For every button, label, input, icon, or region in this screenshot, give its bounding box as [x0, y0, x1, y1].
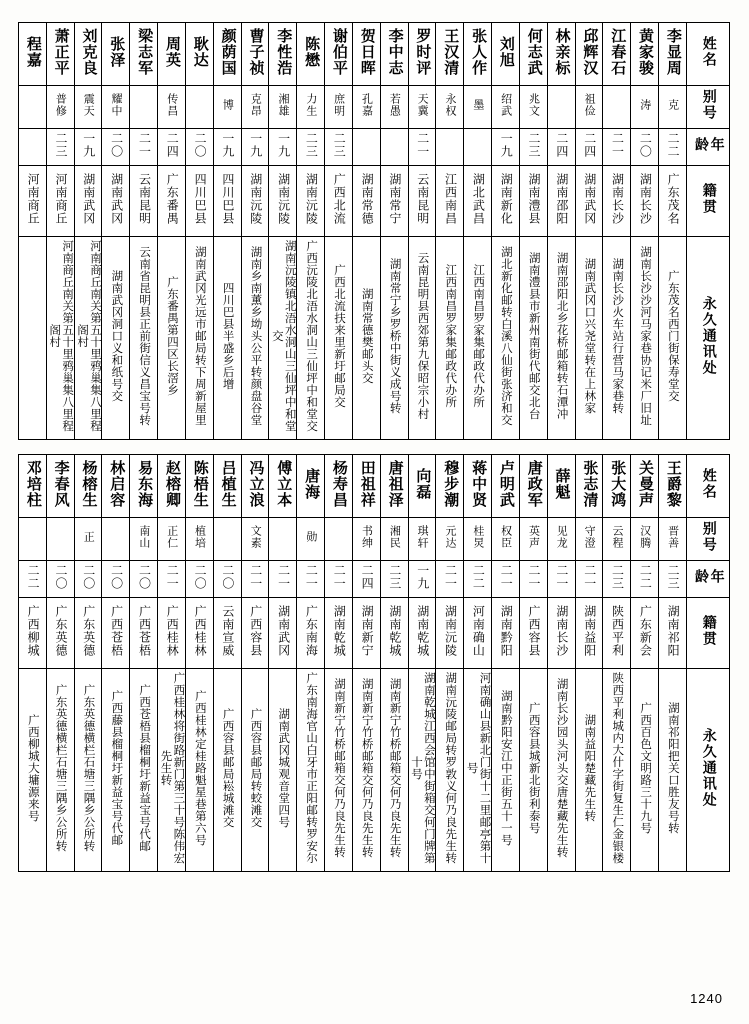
- cell-name: 穆步潮: [436, 455, 464, 518]
- cell-age: 二〇: [102, 561, 130, 598]
- cell-origin: 河南商丘: [19, 166, 47, 237]
- cell-alias: [603, 86, 631, 129]
- cell-origin: 湖南武冈: [74, 166, 102, 237]
- cell-address: 广西桂林将街路新门第三十号陈伟宏先生转: [158, 669, 186, 872]
- cell-address: 湖南祁阳把关口胜友号转: [659, 669, 687, 872]
- cell-age: 一九: [241, 129, 269, 166]
- cell-name: 邱辉汉: [575, 23, 603, 86]
- cell-address: 广西北流扶来里新圩邮局交: [325, 237, 353, 440]
- cell-origin: 广西容县: [241, 598, 269, 669]
- cell-alias: [185, 86, 213, 129]
- cell-address: [19, 237, 47, 440]
- cell-address: 湖南常德樊邮头交: [352, 237, 380, 440]
- cell-name: 杨榕生: [74, 455, 102, 518]
- cell-name: 何志武: [519, 23, 547, 86]
- cell-age: 二一: [547, 561, 575, 598]
- cell-address: 江西南昌罗家集邮政代办所: [464, 237, 492, 440]
- cell-address: 湖南黔阳安江中正街五十一号: [492, 669, 520, 872]
- table-row-origin: [19, 598, 730, 669]
- cell-name: 梁志军: [130, 23, 158, 86]
- cell-age: 二〇: [631, 129, 659, 166]
- cell-name: 李显周: [659, 23, 687, 86]
- cell-age: 二〇: [102, 129, 130, 166]
- cell-name: 刘旭: [492, 23, 520, 86]
- cell-age: [464, 129, 492, 166]
- cell-origin: 湖南新化: [492, 166, 520, 237]
- cell-name: 李性浩: [269, 23, 297, 86]
- cell-age: 二一: [492, 561, 520, 598]
- cell-alias: 震天: [74, 86, 102, 129]
- cell-alias: 耀中: [102, 86, 130, 129]
- cell-alias: [325, 518, 353, 561]
- cell-address: 广东番禺第四区长滘乡: [158, 237, 186, 440]
- cell-origin: 湖南益阳: [575, 598, 603, 669]
- cell-name: 林启容: [102, 455, 130, 518]
- cell-name: 颜荫国: [213, 23, 241, 86]
- cell-age: 二一: [519, 561, 547, 598]
- cell-alias: 力生: [297, 86, 325, 129]
- cell-address: 广西苍梧县榴桐圩新益宝号代邮: [130, 669, 158, 872]
- cell-alias: [213, 518, 241, 561]
- row-header-alias: 别号: [686, 86, 729, 129]
- cell-age: 二一: [269, 561, 297, 598]
- cell-age: 二〇: [213, 561, 241, 598]
- cell-alias: 天冀: [408, 86, 436, 129]
- cell-name: 邓培柱: [19, 455, 47, 518]
- cell-origin: 广东茂名: [659, 166, 687, 237]
- cell-age: 二一: [297, 561, 325, 598]
- cell-name: 张人作: [464, 23, 492, 86]
- cell-address: 广西百色文明路三十九号: [631, 669, 659, 872]
- cell-alias: 永权: [436, 86, 464, 129]
- cell-name: 江春石: [603, 23, 631, 86]
- cell-age: 二三: [297, 129, 325, 166]
- cell-address: 河南商丘南关第五十里鸦巢集八里程阁村: [74, 237, 102, 440]
- cell-address: 河南商丘南关第五十里鸦巢集八里程阁村: [46, 237, 74, 440]
- row-header-name: 姓名: [686, 23, 729, 86]
- cell-age: 二四: [352, 561, 380, 598]
- cell-alias: 元达: [436, 518, 464, 561]
- cell-address: 湖南长沙沙河马家巷协记米厂旧址: [631, 237, 659, 440]
- cell-age: [19, 129, 47, 166]
- cell-name: 张志清: [575, 455, 603, 518]
- cell-alias: 南山: [130, 518, 158, 561]
- cell-alias: 绍武: [492, 86, 520, 129]
- cell-origin: 湖南乾城: [325, 598, 353, 669]
- cell-address: 湖南乾城江西会馆中街箱交何门牌第十号: [408, 669, 436, 872]
- cell-age: [436, 129, 464, 166]
- row-header-name: 姓名: [686, 455, 729, 518]
- cell-address: 湖南沅陵镇北浯水洞山三仙坪中和堂交: [269, 237, 297, 440]
- cell-origin: 湖南长沙: [547, 598, 575, 669]
- cell-age: 二四: [575, 129, 603, 166]
- cell-name: 张大鸿: [603, 455, 631, 518]
- cell-alias: 云程: [603, 518, 631, 561]
- cell-origin: 湖南长沙: [603, 166, 631, 237]
- cell-origin: 广西北流: [325, 166, 353, 237]
- cell-address: 湖南乡南薰乡坳头公平转颜盘谷堂: [241, 237, 269, 440]
- cell-age: 二二: [659, 129, 687, 166]
- cell-name: 卢明武: [492, 455, 520, 518]
- cell-address: 四川巴县半盛乡后增: [213, 237, 241, 440]
- row-header-origin: 籍贯: [686, 598, 729, 669]
- cell-name: 陈懋: [297, 23, 325, 86]
- cell-age: 一九: [269, 129, 297, 166]
- cell-name: 唐祖泽: [380, 455, 408, 518]
- cell-alias: 晋善: [659, 518, 687, 561]
- registry-table-top-wrap: [18, 22, 730, 872]
- cell-name: 张泽: [102, 23, 130, 86]
- cell-address: 湖南沅陵邮局转罗敦义何乃良先生转: [436, 669, 464, 872]
- cell-age: 一九: [492, 129, 520, 166]
- cell-age: 一九: [74, 129, 102, 166]
- cell-age: 二四: [158, 129, 186, 166]
- cell-origin: 湖南常宁: [380, 166, 408, 237]
- cell-age: 二三: [325, 129, 353, 166]
- cell-name: 林亲标: [547, 23, 575, 86]
- cell-address: 湖南武冈洞口义和纸号交: [102, 237, 130, 440]
- table-row-address: [19, 237, 730, 440]
- cell-address: 湖南长沙火车站行营马家巷转: [603, 237, 631, 440]
- cell-name: 杨寿昌: [325, 455, 353, 518]
- cell-name: 蒋中贤: [464, 455, 492, 518]
- cell-name: 向磊: [408, 455, 436, 518]
- cell-origin: 湖南武冈: [575, 166, 603, 237]
- cell-address: 广西沅陵北浯水洞山三仙坪中和堂交: [297, 237, 325, 440]
- cell-origin: 广西苍梧: [102, 598, 130, 669]
- cell-address: 湖南澧县市新州南街代邮交北台: [519, 237, 547, 440]
- cell-name: 刘克良: [74, 23, 102, 86]
- cell-address: 广东英德横栏石塘三隅乡公所转: [74, 669, 102, 872]
- cell-origin: 湖南沅陵: [436, 598, 464, 669]
- cell-name: 李中志: [380, 23, 408, 86]
- cell-address: 广东茂名西门街保寿堂交: [659, 237, 687, 440]
- cell-age: 二〇: [185, 129, 213, 166]
- cell-address: 湖南常宁乡罗桥中街义成号转: [380, 237, 408, 440]
- cell-name: 贺日晖: [352, 23, 380, 86]
- cell-origin: 广东新会: [631, 598, 659, 669]
- cell-age: 二一: [325, 561, 353, 598]
- cell-origin: 湖南新宁: [352, 598, 380, 669]
- cell-origin: 湖南沅陵: [241, 166, 269, 237]
- cell-address: 广东南海官山白牙市正阳邮转罗安尔: [297, 669, 325, 872]
- cell-address: 湖南长沙园头河头交唐楚藏先生转: [547, 669, 575, 872]
- cell-alias: 传昌: [158, 86, 186, 129]
- cell-alias: 墨: [464, 86, 492, 129]
- cell-origin: 广西容县: [519, 598, 547, 669]
- cell-age: [352, 129, 380, 166]
- cell-alias: [547, 86, 575, 129]
- cell-name: 萧正平: [46, 23, 74, 86]
- cell-origin: 广东南海: [297, 598, 325, 669]
- cell-name: 吕植生: [213, 455, 241, 518]
- cell-alias: 湘民: [380, 518, 408, 561]
- cell-address: 湖南新宁竹桥邮箱交何乃良先生转: [325, 669, 353, 872]
- cell-name: 田祖祥: [352, 455, 380, 518]
- cell-age: 二一: [241, 561, 269, 598]
- cell-origin: 湖南澧县: [519, 166, 547, 237]
- cell-origin: 湖北武昌: [464, 166, 492, 237]
- cell-name: 周英: [158, 23, 186, 86]
- cell-origin: 广东英德: [46, 598, 74, 669]
- cell-alias: 文素: [241, 518, 269, 561]
- cell-age: 二一: [436, 561, 464, 598]
- cell-alias: 权臣: [492, 518, 520, 561]
- cell-alias: 涛: [631, 86, 659, 129]
- cell-age: 二一: [408, 129, 436, 166]
- cell-name: 李春风: [46, 455, 74, 518]
- cell-age: 二三: [46, 129, 74, 166]
- page-number: 1240: [690, 991, 723, 1006]
- cell-name: 黄家骏: [631, 23, 659, 86]
- cell-name: 罗时评: [408, 23, 436, 86]
- cell-alias: 博: [213, 86, 241, 129]
- cell-alias: 琪轩: [408, 518, 436, 561]
- cell-alias: 孔嘉: [352, 86, 380, 129]
- cell-alias: 桂炅: [464, 518, 492, 561]
- table-gap: [18, 440, 730, 454]
- cell-address: 湖北新化邮转白溪八仙街张济和交: [492, 237, 520, 440]
- cell-age: [380, 129, 408, 166]
- cell-age: 二〇: [185, 561, 213, 598]
- cell-alias: 兆文: [519, 86, 547, 129]
- table-row-name: [19, 455, 730, 518]
- cell-alias: 植培: [185, 518, 213, 561]
- cell-address: 湖南武冈城观音堂四号: [269, 669, 297, 872]
- cell-address: 广西容县邮局崧城滩交: [213, 669, 241, 872]
- table-row-alias: [19, 518, 730, 561]
- cell-origin: 江西南昌: [436, 166, 464, 237]
- cell-alias: 正: [74, 518, 102, 561]
- cell-age: 二二: [631, 561, 659, 598]
- cell-age: 二一: [603, 129, 631, 166]
- cell-origin: 湖南沅陵: [269, 166, 297, 237]
- cell-alias: 克: [659, 86, 687, 129]
- cell-origin: 广西桂林: [185, 598, 213, 669]
- cell-alias: [19, 86, 47, 129]
- cell-address: 湖南新宁竹桥邮箱交何乃良先生转: [380, 669, 408, 872]
- table-row-name: [19, 23, 730, 86]
- cell-origin: 云南昆明: [130, 166, 158, 237]
- cell-origin: 云南宣威: [213, 598, 241, 669]
- cell-alias: [269, 518, 297, 561]
- cell-age: 二〇: [74, 561, 102, 598]
- cell-alias: 普修: [46, 86, 74, 129]
- row-header-origin: 籍贯: [686, 166, 729, 237]
- cell-origin: 湖南常德: [352, 166, 380, 237]
- cell-age: 二二: [19, 561, 47, 598]
- cell-address: 云南昆明县西郊第九保昭宗小村: [408, 237, 436, 440]
- cell-origin: 湖南长沙: [631, 166, 659, 237]
- cell-address: 湖南武冈光远市邮局转下周新屋里: [185, 237, 213, 440]
- cell-age: 一九: [213, 129, 241, 166]
- cell-name: 关曼声: [631, 455, 659, 518]
- cell-address: 广西容县城新北街利泰号: [519, 669, 547, 872]
- table-row-age: [19, 129, 730, 166]
- cell-origin: 广东英德: [74, 598, 102, 669]
- cell-address: 湖南新宁竹桥邮箱交何乃良先生转: [352, 669, 380, 872]
- cell-alias: 书绅: [352, 518, 380, 561]
- cell-age: 二一: [158, 561, 186, 598]
- cell-alias: [19, 518, 47, 561]
- cell-origin: 河南商丘: [46, 166, 74, 237]
- cell-origin: 广西苍梧: [130, 598, 158, 669]
- cell-age: 二〇: [130, 561, 158, 598]
- cell-origin: 河南确山: [464, 598, 492, 669]
- cell-age: 二三: [659, 561, 687, 598]
- cell-age: 二三: [519, 129, 547, 166]
- cell-address: 广东英德横栏石塘三隅乡公所转: [46, 669, 74, 872]
- cell-origin: 湖南武冈: [102, 166, 130, 237]
- cell-name: 曹子祯: [241, 23, 269, 86]
- cell-alias: 湘雄: [269, 86, 297, 129]
- cell-alias: 汉腾: [631, 518, 659, 561]
- row-header-alias: 别号: [686, 518, 729, 561]
- cell-alias: 见龙: [547, 518, 575, 561]
- cell-origin: 湖南乾城: [380, 598, 408, 669]
- cell-age: 二三: [380, 561, 408, 598]
- cell-name: 谢伯平: [325, 23, 353, 86]
- table-row-age: [19, 561, 730, 598]
- cell-age: 一九: [408, 561, 436, 598]
- cell-origin: 四川巴县: [213, 166, 241, 237]
- cell-address: 河南确山县新北门街十二里邮亭第十号: [464, 669, 492, 872]
- cell-origin: 广东番禺: [158, 166, 186, 237]
- cell-alias: [102, 518, 130, 561]
- cell-name: 陈梧生: [185, 455, 213, 518]
- row-header-age: 年龄: [686, 561, 729, 598]
- cell-name: 赵榕卿: [158, 455, 186, 518]
- cell-address: 陕西平利城内大什字街复生仁金银楼: [603, 669, 631, 872]
- cell-age: 二一: [130, 129, 158, 166]
- registry-table-top: [18, 22, 730, 440]
- cell-alias: [130, 86, 158, 129]
- cell-name: 冯立浪: [241, 455, 269, 518]
- cell-alias: 克昂: [241, 86, 269, 129]
- cell-address: 广西柳城大墉源来号: [19, 669, 47, 872]
- cell-origin: 广西桂林: [158, 598, 186, 669]
- cell-address: 湖南邵阳北乡花桥邮箱转石潭冲: [547, 237, 575, 440]
- cell-name: 易东海: [130, 455, 158, 518]
- cell-address: 江西南昌罗家集邮政代办所: [436, 237, 464, 440]
- cell-alias: 庶明: [325, 86, 353, 129]
- cell-name: 唐政军: [519, 455, 547, 518]
- cell-origin: 湖南邵阳: [547, 166, 575, 237]
- cell-name: 傅立本: [269, 455, 297, 518]
- cell-address: 广西桂林定桂路魁星巷第六号: [185, 669, 213, 872]
- cell-age: 二二: [464, 561, 492, 598]
- cell-origin: 陕西平利: [603, 598, 631, 669]
- cell-address: 湖南益阳楚藏先生转: [575, 669, 603, 872]
- cell-origin: 湖南武冈: [269, 598, 297, 669]
- cell-origin: 湖南乾城: [408, 598, 436, 669]
- cell-name: 王汉清: [436, 23, 464, 86]
- table-row-address: [19, 669, 730, 872]
- cell-age: 二一: [575, 561, 603, 598]
- cell-name: 程嘉: [19, 23, 47, 86]
- cell-origin: 湖南祁阳: [659, 598, 687, 669]
- cell-origin: 云南昆明: [408, 166, 436, 237]
- cell-alias: 英声: [519, 518, 547, 561]
- cell-alias: [46, 518, 74, 561]
- table-row-origin: [19, 166, 730, 237]
- cell-address: 云南省昆明县正前街信义昌宝号转: [130, 237, 158, 440]
- row-header-address: 永久通讯处: [686, 669, 729, 872]
- cell-address: 广西藤县榴桐圩新益宝号代邮: [102, 669, 130, 872]
- cell-age: 二四: [547, 129, 575, 166]
- cell-name: 薛魁: [547, 455, 575, 518]
- cell-address: 湖南武冈口兴尧堂转在上林家: [575, 237, 603, 440]
- cell-name: 王爵黎: [659, 455, 687, 518]
- table-row-alias: [19, 86, 730, 129]
- cell-address: 广西容县邮局转蛟滩交: [241, 669, 269, 872]
- row-header-age: 年龄: [686, 129, 729, 166]
- cell-origin: 广西柳城: [19, 598, 47, 669]
- cell-origin: 四川巴县: [185, 166, 213, 237]
- cell-origin: 湖南沅陵: [297, 166, 325, 237]
- cell-alias: 守澄: [575, 518, 603, 561]
- cell-name: 耿达: [185, 23, 213, 86]
- cell-alias: 若愚: [380, 86, 408, 129]
- cell-age: 二三: [603, 561, 631, 598]
- cell-alias: 祖俭: [575, 86, 603, 129]
- cell-age: 二〇: [46, 561, 74, 598]
- cell-alias: 正仁: [158, 518, 186, 561]
- registry-table-bottom: [18, 454, 730, 872]
- cell-origin: 湖南黔阳: [492, 598, 520, 669]
- row-header-address: 永久通讯处: [686, 237, 729, 440]
- cell-name: 唐海: [297, 455, 325, 518]
- cell-alias: 勋: [297, 518, 325, 561]
